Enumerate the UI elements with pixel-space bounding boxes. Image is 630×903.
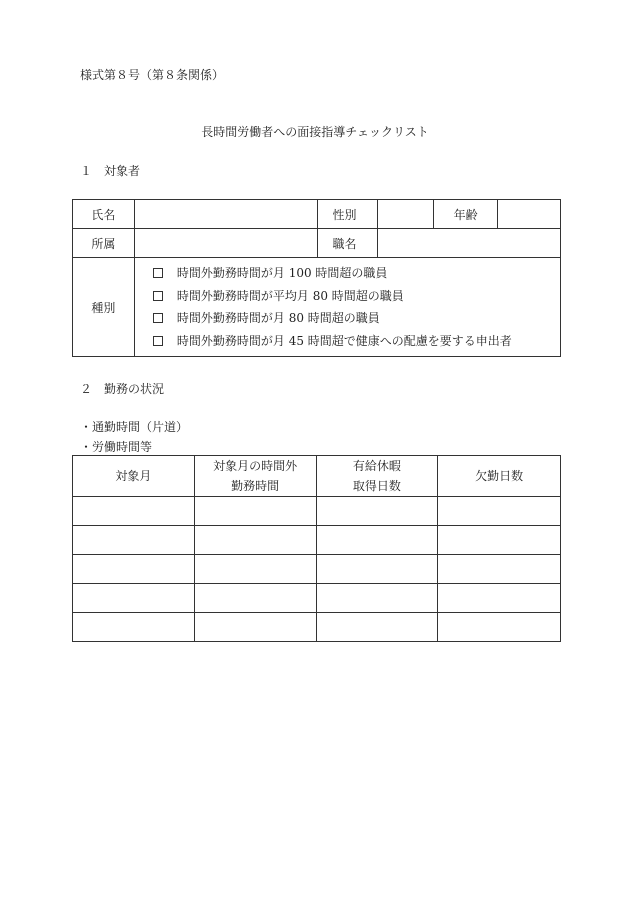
header-paid-leave — [316, 456, 438, 497]
table-row — [73, 613, 561, 642]
table-cell[interactable] — [73, 526, 195, 555]
table-cell[interactable] — [438, 497, 561, 526]
category-option[interactable] — [153, 285, 560, 308]
table-cell[interactable] — [316, 526, 438, 555]
table-cell[interactable] — [73, 555, 195, 584]
gender-label: 性別 — [318, 200, 378, 229]
name-field[interactable] — [134, 200, 318, 229]
table-cell[interactable] — [194, 555, 316, 584]
table-cell[interactable] — [73, 497, 195, 526]
section1-heading: １ 対象者 — [80, 164, 141, 178]
name-row — [73, 200, 561, 229]
category-option-label: 時間外勤務時間が平均月 80 時間超の職員 — [176, 288, 404, 303]
table-cell[interactable] — [316, 584, 438, 613]
category-row — [73, 258, 561, 357]
table-cell[interactable] — [316, 497, 438, 526]
page-title: 長時間労働者への面接指導チェックリスト — [201, 125, 429, 139]
header-paid-leave-line2: 取得日数 — [352, 479, 401, 493]
category-option-label: 時間外勤務時間が月 45 時間超で健康への配慮を要する申出者 — [176, 333, 512, 348]
category-label: 種別 — [73, 258, 135, 357]
checkbox-icon[interactable] — [153, 336, 163, 346]
department-field[interactable] — [134, 229, 318, 258]
form-number: 様式第８号（第８条関係） — [80, 68, 225, 82]
commute-label: ・通勤時間（片道） — [80, 420, 189, 434]
table-header-row — [73, 456, 561, 497]
table-cell[interactable] — [73, 613, 195, 642]
table-row — [73, 555, 561, 584]
gender-field[interactable] — [378, 200, 434, 229]
checkbox-icon[interactable] — [153, 313, 163, 323]
table-cell[interactable] — [194, 497, 316, 526]
category-options — [134, 258, 560, 357]
category-option[interactable] — [153, 330, 560, 353]
table-cell[interactable] — [194, 584, 316, 613]
header-target-month: 対象月 — [73, 456, 195, 497]
age-label: 年齢 — [434, 200, 498, 229]
section2-heading: ２ 勤務の状況 — [80, 382, 165, 396]
table-row — [73, 584, 561, 613]
table-row — [73, 526, 561, 555]
work-hours-label: ・労働時間等 — [80, 440, 153, 454]
category-option-label: 時間外勤務時間が月 100 時間超の職員 — [176, 266, 388, 280]
category-option-label: 時間外勤務時間が月 80 時間超の職員 — [176, 311, 380, 325]
header-overtime-line2: 勤務時間 — [231, 479, 280, 493]
header-overtime-line1: 対象月の時間外 — [213, 459, 298, 473]
checkbox-icon[interactable] — [153, 291, 163, 301]
table-cell[interactable] — [438, 526, 561, 555]
table-cell[interactable] — [316, 613, 438, 642]
header-absence-days: 欠勤日数 — [438, 456, 561, 497]
category-option[interactable] — [153, 307, 560, 330]
table-cell[interactable] — [194, 613, 316, 642]
subject-table — [72, 199, 561, 357]
table-cell[interactable] — [194, 526, 316, 555]
name-label: 氏名 — [73, 200, 135, 229]
position-field[interactable] — [378, 229, 561, 258]
table-cell[interactable] — [73, 584, 195, 613]
position-label: 職名 — [318, 229, 378, 258]
work-status-table — [72, 455, 561, 642]
table-cell[interactable] — [438, 555, 561, 584]
category-option[interactable] — [153, 262, 560, 285]
table-cell[interactable] — [438, 613, 561, 642]
table-row — [73, 497, 561, 526]
department-label: 所属 — [73, 229, 135, 258]
department-row — [73, 229, 561, 258]
age-field[interactable] — [498, 200, 561, 229]
table-cell[interactable] — [316, 555, 438, 584]
checkbox-icon[interactable] — [153, 268, 163, 278]
header-overtime-hours — [194, 456, 316, 497]
header-paid-leave-line1: 有給休暇 — [352, 459, 401, 473]
table-cell[interactable] — [438, 584, 561, 613]
